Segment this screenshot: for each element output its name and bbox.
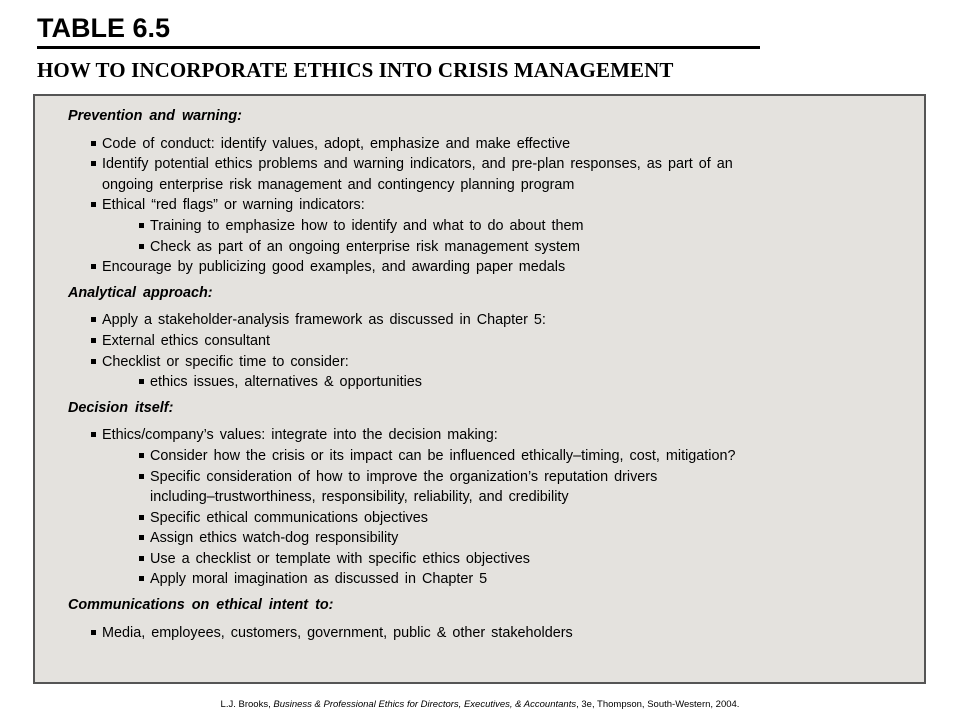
square-bullet-icon [91, 161, 96, 166]
square-bullet-icon [91, 202, 96, 207]
square-bullet-icon [139, 244, 144, 249]
list-item-text: Checklist or specific time to consider: [102, 353, 349, 370]
list-item-text: Code of conduct: identify values, adopt, emphasize and make effective [102, 135, 571, 152]
square-bullet-icon [139, 576, 144, 581]
list-item [35, 372, 924, 393]
list-item-text: Media, employees, customers, government, public & other stakeholders [102, 624, 573, 641]
list-item [35, 195, 924, 216]
list-item [35, 623, 924, 644]
list-item [35, 569, 924, 590]
list-item-text: Training to emphasize how to identify and what to do about them [150, 217, 584, 234]
section-title: Prevention and warning: [68, 108, 242, 124]
section-title: Decision itself: [68, 399, 174, 416]
section-title: Communications on ethical intent to: [68, 597, 334, 614]
heading-rule [37, 46, 760, 49]
square-bullet-icon [139, 453, 144, 458]
list-item [35, 257, 924, 278]
square-bullet-icon [91, 141, 96, 146]
section-title: Analytical approach: [68, 284, 213, 301]
table-number: TABLE 6.5 [37, 13, 171, 43]
square-bullet-icon [91, 317, 96, 322]
list-item [35, 425, 924, 446]
list-item-text: Specific consideration of how to improve the organization’s reputation drivers [150, 468, 658, 485]
citation-publication: , 3e, Thompson, South-Western, 2004. [576, 699, 740, 710]
list-item [35, 237, 924, 258]
list-item-text: ongoing enterprise risk management and contingency planning program [102, 176, 575, 193]
square-bullet-icon [91, 338, 96, 343]
list-item-text: Use a checklist or template with specific ethics objectives [150, 550, 530, 567]
content-body [35, 106, 924, 648]
list-item [35, 549, 924, 570]
list-item-text: External ethics consultant [102, 332, 270, 349]
list-item-text: Ethics/company’s values: integrate into the decision making: [102, 427, 498, 444]
square-bullet-icon [139, 515, 144, 520]
list-item [35, 446, 924, 467]
list-item-text: Apply moral imagination as discussed in Chapter 5 [150, 571, 488, 588]
citation-book-title: Business & Professional Ethics for Directors, Executives, & Accountants [273, 699, 577, 710]
square-bullet-icon [139, 535, 144, 540]
citation-author: L.J. Brooks, [220, 699, 274, 710]
list-item [35, 528, 924, 549]
section-items [35, 310, 924, 392]
list-item-text: Identify potential ethics problems and warning indicators, and pre-plan responses, as part of an [102, 156, 733, 173]
square-bullet-icon [91, 630, 96, 635]
square-bullet-icon [139, 474, 144, 479]
square-bullet-icon [139, 223, 144, 228]
list-item-text: Encourage by publicizing good examples, and awarding paper medals [102, 259, 566, 276]
section-items [35, 134, 924, 278]
list-item-text: Check as part of an ongoing enterprise risk management system [150, 238, 580, 255]
content-box [33, 94, 926, 684]
list-item [35, 154, 924, 195]
square-bullet-icon [139, 379, 144, 384]
table-heading: HOW TO INCORPORATE ETHICS INTO CRISIS MANAGEMENT [37, 58, 674, 82]
list-item [35, 310, 924, 331]
square-bullet-icon [139, 556, 144, 561]
list-item-text: ethics issues, alternatives & opportunities [150, 374, 422, 391]
list-item [35, 467, 924, 508]
list-item-text: including–trustworthiness, responsibility, reliability, and credibility [150, 489, 569, 506]
list-item [35, 216, 924, 237]
list-item [35, 331, 924, 352]
square-bullet-icon [91, 359, 96, 364]
section-items [35, 425, 924, 590]
citation [0, 699, 960, 711]
list-item-text: Apply a stakeholder-analysis framework as discussed in Chapter 5: [102, 312, 546, 329]
square-bullet-icon [91, 264, 96, 269]
list-item-text: Consider how the crisis or its impact can be influenced ethically–timing, cost, mitigation? [150, 447, 736, 464]
list-item-text: Specific ethical communications objectives [150, 509, 428, 526]
list-item [35, 352, 924, 373]
list-item [35, 134, 924, 155]
list-item-text: Ethical “red flags” or warning indicators: [102, 197, 365, 214]
list-item-text: Assign ethics watch-dog responsibility [150, 530, 399, 547]
list-item [35, 508, 924, 529]
section-items [35, 623, 924, 644]
square-bullet-icon [91, 432, 96, 437]
